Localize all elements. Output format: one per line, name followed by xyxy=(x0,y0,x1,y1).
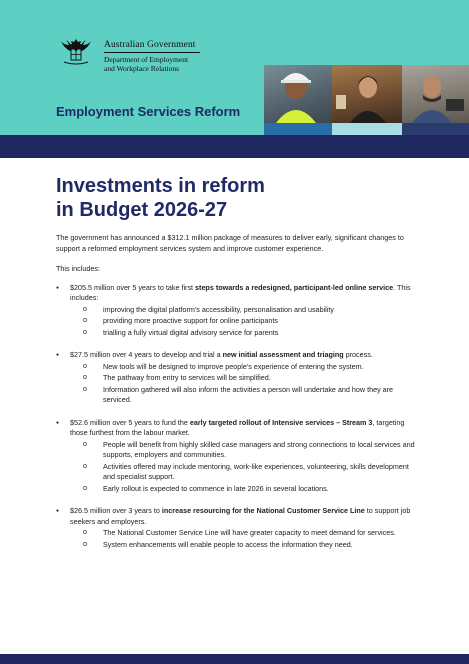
header-photo-strip xyxy=(264,65,469,135)
sub-item: o Early rollout is expected to commence in late 2026 in several locations. xyxy=(70,484,420,495)
sub-item: o People will benefit from highly skilled case managers and strong connections to local services and supports, employers and communities. xyxy=(70,440,420,461)
sub-item: o Information gathered will also inform the activities a person will undertake and how they are serviced. xyxy=(70,385,420,406)
includes-label: This includes: xyxy=(56,264,100,273)
sub-item: o The National Customer Service Line will have greater capacity to meet demand for services. xyxy=(70,528,420,539)
investment-item-assessment xyxy=(56,350,420,406)
sub-item: o System enhancements will enable people to access the information they need. xyxy=(70,540,420,551)
bullet-text: , targeting those furthest from the labour market. xyxy=(70,417,405,437)
header-navy-bar xyxy=(0,135,469,158)
bullet-emphasis: increase resourcing for the National Customer Service Line xyxy=(161,506,365,515)
department-name-line1: Department of Employment xyxy=(104,55,189,64)
government-name: Australian Government xyxy=(104,40,196,50)
bullet-text: to support job seekers and employers. xyxy=(70,506,411,526)
sub-item: o improving the digital platform's accessibility, personalisation and usability xyxy=(70,305,420,316)
bullet-text: process. xyxy=(343,350,373,359)
photo-office-worker xyxy=(402,65,469,123)
government-logo-text xyxy=(104,40,200,73)
investment-item-intensive-services xyxy=(56,418,420,495)
document-body xyxy=(56,233,420,562)
sub-item: o Activities offered may include mentoring, work-like experiences, volunteering, skills development and specialist support. xyxy=(70,462,420,483)
sub-item: o The pathway from entry to services will be simplified. xyxy=(70,373,420,384)
logo-divider xyxy=(104,52,200,53)
bullet-emphasis: steps towards a redesigned, participant-led online service xyxy=(195,282,394,292)
photo-color-band-blue xyxy=(264,123,332,135)
bullet-emphasis: early targeted rollout of Intensive services – Stream 3 xyxy=(189,417,373,427)
photo-worker-hardhat xyxy=(264,65,332,123)
investment-item-customer-service-line xyxy=(56,506,420,550)
footer-navy-bar xyxy=(0,654,469,664)
photo-color-band-navy xyxy=(402,123,469,135)
sub-item: o trialling a fully virtual digital advisory service for parents xyxy=(70,328,420,339)
bullet-text: $52.6 million over 5 years to fund the xyxy=(70,417,190,427)
photo-hospitality-worker xyxy=(332,65,402,123)
page-title-line2: in Budget 2026-27 xyxy=(56,199,228,221)
intro-paragraph: The government has announced a $312.1 million package of measures to deliver early, significant changes to support a reformed employment services system and improve customer experience. xyxy=(56,233,404,253)
bullet-text: $205.5 million over 5 years to take first xyxy=(70,282,196,292)
page-title-line1: Investments in reform xyxy=(56,175,265,197)
bullet-text: $26.5 million over 3 years to xyxy=(70,506,162,515)
photo-color-band-light xyxy=(332,123,402,135)
reform-title: Employment Services Reform xyxy=(56,104,241,119)
header-banner xyxy=(0,0,469,135)
department-name-line2: and Workplace Relations xyxy=(104,64,180,73)
investment-item-online-service xyxy=(56,283,420,339)
page-title xyxy=(56,174,265,222)
coat-of-arms-icon xyxy=(56,35,96,67)
sub-item: o New tools will be designed to improve people's experience of entering the system. xyxy=(70,362,420,373)
sub-item: o providing more proactive support for online participants xyxy=(70,316,420,327)
bullet-text: $27.5 million over 4 years to develop and trial a xyxy=(70,350,223,359)
bullet-text: . This includes: xyxy=(70,282,411,302)
bullet-emphasis: new initial assessment and triaging xyxy=(222,350,344,359)
